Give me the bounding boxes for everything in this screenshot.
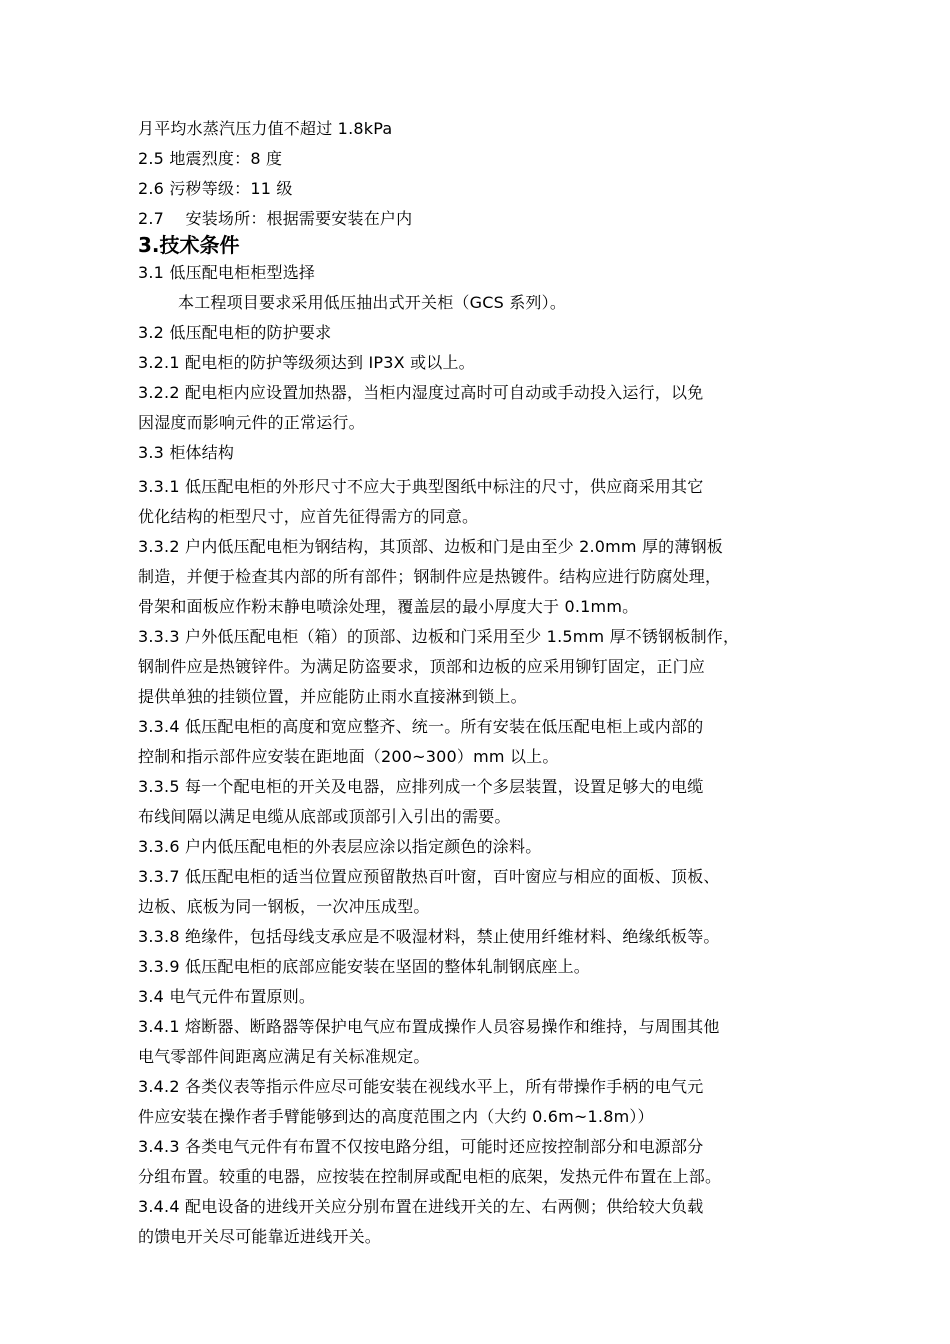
text-line: 3.3.4 低压配电柜的高度和宽应整齐、统一。所有安装在低压配电柜上或内部的 — [138, 717, 704, 736]
text-line: 的馈电开关尽可能靠近进线开关。 — [138, 1227, 382, 1246]
text-line: 2.7 安装场所：根据需要安装在户内 — [138, 209, 413, 228]
text-line: 3.4.2 各类仪表等指示件应尽可能安装在视线水平上，所有带操作手柄的电气元 — [138, 1077, 704, 1096]
text-line: 钢制件应是热镀锌件。为满足防盗要求，顶部和边板的应采用铆钉固定，正门应 — [138, 657, 706, 676]
text-line: 3.4.3 各类电气元件有布置不仅按电路分组，可能时还应按控制部分和电源部分 — [138, 1137, 704, 1156]
text-line: 本工程项目要求采用低压抽出式开关柜（GCS 系列）。 — [178, 293, 567, 312]
text-line: 3.4 电气元件布置原则。 — [138, 987, 316, 1006]
section-heading: 3.技术条件 — [138, 233, 240, 257]
text-line: 骨架和面板应作粉末静电喷涂处理，覆盖层的最小厚度大于 0.1mm。 — [138, 597, 639, 616]
document-body — [138, 114, 828, 1252]
text-line: 电气零部件间距离应满足有关标准规定。 — [138, 1047, 430, 1066]
text-line: 3.3.1 低压配电柜的外形尺寸不应大于典型图纸中标注的尺寸，供应商采用其它 — [138, 477, 704, 496]
text-line: 3.3.6 户内低压配电柜的外表层应涂以指定颜色的涂料。 — [138, 837, 542, 856]
text-line: 布线间隔以满足电缆从底部或顶部引入引出的需要。 — [138, 807, 511, 826]
text-line: 控制和指示部件应安装在距地面（200~300）mm 以上。 — [138, 747, 559, 766]
text-line: 月平均水蒸汽压力值不超过 1.8kPa — [138, 119, 393, 138]
text-line: 3.3.7 低压配电柜的适当位置应预留散热百叶窗，百叶窗应与相应的面板、顶板、 — [138, 867, 720, 886]
text-line: 2.5 地震烈度：8 度 — [138, 149, 283, 168]
text-line: 制造，并便于检查其内部的所有部件；钢制件应是热镀件。结构应进行防腐处理， — [138, 567, 722, 586]
text-line: 分组布置。较重的电器，应按装在控制屏或配电柜的底架，发热元件布置在上部。 — [138, 1167, 722, 1186]
text-line: 3.3.2 户内低压配电柜为钢结构，其顶部、边板和门是由至少 2.0mm 厚的薄钢板 — [138, 537, 723, 556]
text-line: 提供单独的挂锁位置，并应能防止雨水直接淋到锁上。 — [138, 687, 527, 706]
text-line: 3.3.9 低压配电柜的底部应能安装在坚固的整体轧制钢底座上。 — [138, 957, 590, 976]
text-line: 件应安装在操作者手臂能够到达的高度范围之内（大约 0.6m~1.8m）） — [138, 1107, 654, 1126]
text-line: 优化结构的柜型尺寸，应首先征得需方的同意。 — [138, 507, 479, 526]
text-line: 3.2 低压配电柜的防护要求 — [138, 323, 332, 342]
text-line: 3.4.4 配电设备的进线开关应分别布置在进线开关的左、右两侧；供给较大负载 — [138, 1197, 704, 1216]
text-line: 3.2.1 配电柜的防护等级须达到 IP3X 或以上。 — [138, 353, 475, 372]
text-line: 3.3.3 户外低压配电柜（箱）的顶部、边板和门采用至少 1.5mm 厚不锈钢板制作， — [138, 627, 740, 646]
text-line: 3.4.1 熔断器、断路器等保护电气应布置成操作人员容易操作和维持，与周围其他 — [138, 1017, 720, 1036]
text-line: 3.2.2 配电柜内应设置加热器，当柜内湿度过高时可自动或手动投入运行，以免 — [138, 383, 704, 402]
text-line: 3.3.5 每一个配电柜的开关及电器，应排列成一个多层装置，设置足够大的电缆 — [138, 777, 704, 796]
text-line: 3.3 柜体结构 — [138, 443, 235, 462]
text-line: 3.3.8 绝缘件，包括母线支承应是不吸湿材料，禁止使用纤维材料、绝缘纸板等。 — [138, 927, 720, 946]
text-line: 边板、底板为同一钢板，一次冲压成型。 — [138, 897, 430, 916]
text-line: 2.6 污秽等级：11 级 — [138, 179, 293, 198]
text-line: 3.1 低压配电柜柜型选择 — [138, 263, 316, 282]
text-line: 因湿度而影响元件的正常运行。 — [138, 413, 365, 432]
